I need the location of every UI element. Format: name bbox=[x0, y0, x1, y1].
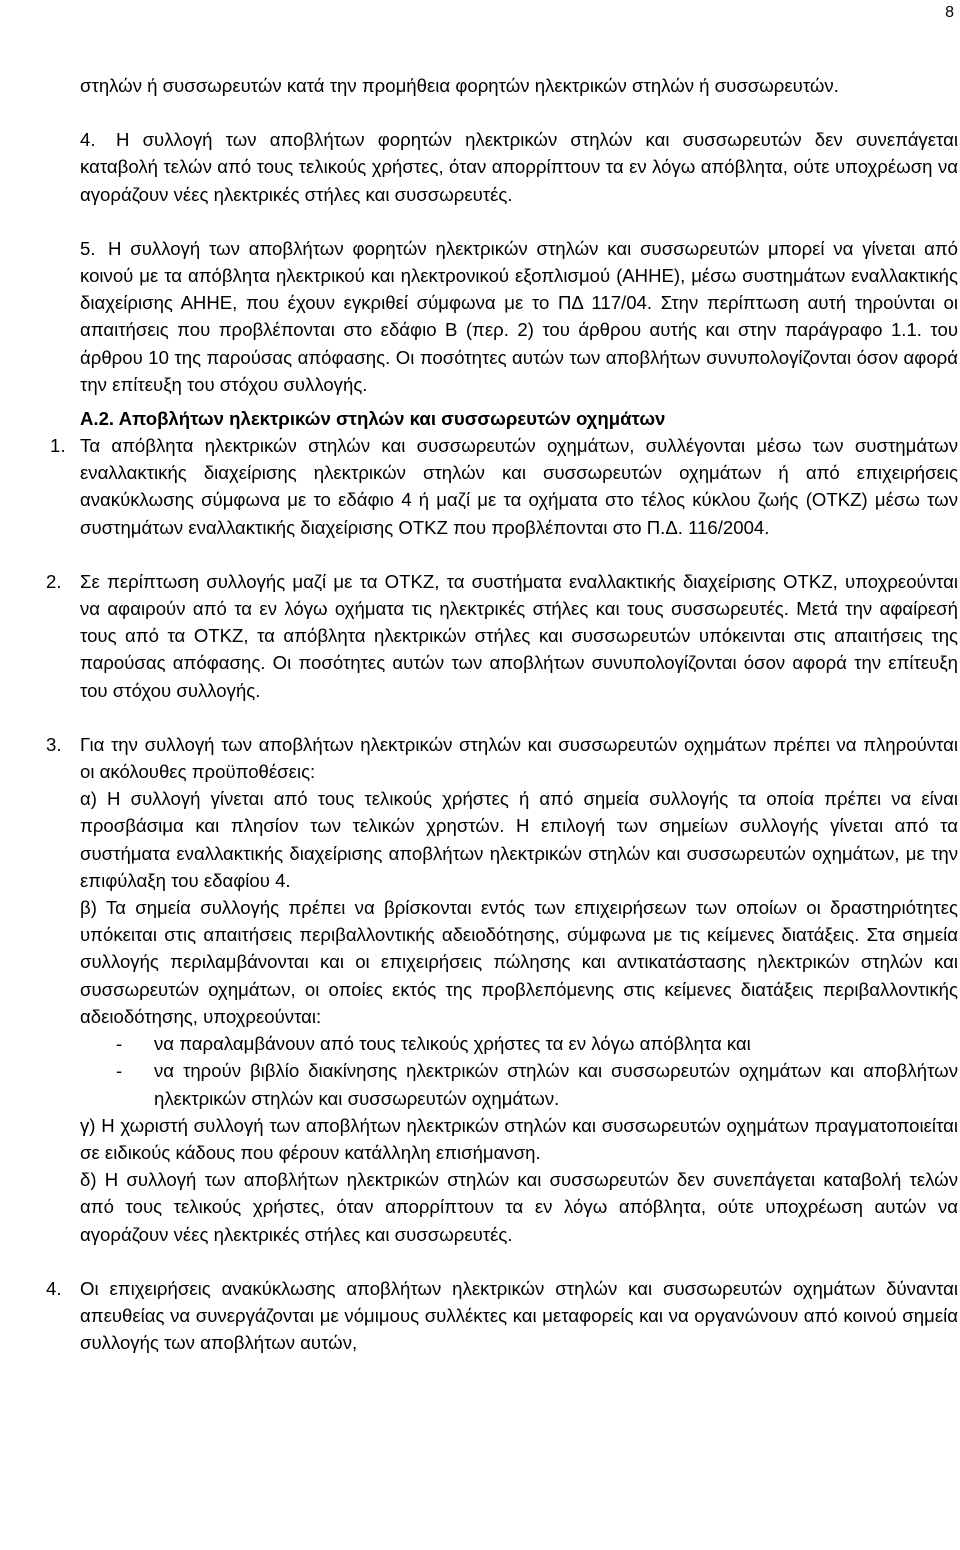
paragraph-4 bbox=[80, 126, 958, 208]
a2-item-4: 4. Οι επιχειρήσεις ανακύκλωσης αποβλήτων ηλεκτρικών στηλών και συσσωρευτών οχημάτων δύνανται απευθείας να συνεργάζονται με νόμιμους συλλέκτες και μεταφορείς και να οργανώνουν από κοινού σημεία συλλογής των αποβλήτων αυτών, bbox=[46, 1277, 958, 1354]
subitem-d: δ) Η συλλογή των αποβλήτων ηλεκτρικών στηλών και συσσωρευτών δεν συνεπάγεται καταβολή τελών από τους τελικούς χρήστες, όταν απορρίπτουν τα εν λόγω απόβλητα, ούτε υποχρέωση αυτών να αγοράζουν νέες ηλεκτρικές στήλες και συσσωρευτές. bbox=[80, 1169, 958, 1245]
paragraph-5 bbox=[80, 235, 958, 398]
item-text: Οι επιχειρήσεις ανακύκλωσης αποβλήτων ηλεκτρικών στηλών και συσσωρευτών οχημάτων δύνανται απευθείας να συνεργάζονται με νόμιμους συλλέκτες και μεταφορείς και να οργανώνουν από κοινού σημεία συλλογής των αποβλήτων αυτών, bbox=[80, 1277, 958, 1354]
dash-text: να παραλαμβάνουν από τους τελικούς χρήστες τα εν λόγω απόβλητα και bbox=[154, 1033, 751, 1055]
item-text: Η συλλογή των αποβλήτων φορητών ηλεκτρικών στηλών και συσσωρευτών μπορεί να γίνεται από κοινού με τα απόβλητα ηλεκτρικού και ηλεκτρονικού εξοπλισμού (ΑΗΗΕ), μέσω συστημάτων εναλλακτικής διαχείρισης ΑΗΗΕ, που έχουν εγκριθεί σύμφωνα με το ΠΔ 117/04. Στην περίπτωση αυτή τηρούνται οι απαιτήσεις που προβλέπονται στο εδάφιο Β (περ. 2) του άρθρου αυτής και στην παράγραφο 1.1. του άρθρου 10 της παρούσας απόφασης. Οι ποσότητες αυτών των αποβλήτων συνυπολογίζονται όσον αφορά την επίτευξη του στόχου συλλογής. bbox=[80, 237, 958, 395]
subitem-c: γ) Η χωριστή συλλογή των αποβλήτων ηλεκτρικών στηλών και συσσωρευτών οχημάτων πραγματοποιείται σε ειδικούς κάδους που φέρουν κατάλληλη επισήμανση. bbox=[80, 1114, 958, 1163]
dash-text: να τηρούν βιβλίο διακίνησης ηλεκτρικών στηλών και συσσωρευτών οχημάτων και αποβλήτων ηλεκτρικών στηλών και συσσωρευτών οχημάτων. bbox=[154, 1060, 958, 1109]
a2-item-1: 1. Τα απόβλητα ηλεκτρικών στηλών και συσσωρευτών οχημάτων, συλλέγονται μέσω των συστημάτων εναλλακτικής διαχείρισης ηλεκτρικών στηλών και συσσωρευτών οχημάτων ή από επιχειρήσεις ανακύκλωσης σύμφωνα με το εδάφιο 4 ή μαζί με τα οχήματα στο τέλος κύκλου ζωής (ΟΤΚΖ) μέσω των συστημάτων εναλλακτικής διαχείρισης ΟΤΚΖ που προβλέπονται στο Π.Δ. 116/2004. bbox=[50, 435, 958, 538]
item-text: Σε περίπτωση συλλογής μαζί με τα ΟΤΚΖ, τα συστήματα εναλλακτικής διαχείρισης ΟΤΚΖ, υποχρεούνται να αφαιρούν από τα εν λόγω οχήματα τις ηλεκτρικές στήλες και τους συσσωρευτές. Μετά την αφαίρεσή τους από τα ΟΤΚΖ, τα απόβλητα ηλεκτρικών στήλες και συσσωρευτών υπόκεινται στις απαιτήσεις της παρούσας απόφασης. Οι ποσότητες αυτών των αποβλήτων συνυπολογίζονται όσον αφορά την επίτευξη του στόχου συλλογής. bbox=[80, 570, 958, 701]
dash-item-1 bbox=[80, 1030, 958, 1057]
a2-item-2: 2. Σε περίπτωση συλλογής μαζί με τα ΟΤΚΖ, τα συστήματα εναλλακτικής διαχείρισης ΟΤΚΖ, υποχρεούνται να αφαιρούν από τα εν λόγω οχήματα τις ηλεκτρικές στήλες και τους συσσωρευτές. Μετά την αφαίρεσή τους από τα ΟΤΚΖ, τα απόβλητα ηλεκτρικών στήλες και συσσωρευτών υπόκεινται στις απαιτήσεις της παρούσας απόφασης. Οι ποσότητες αυτών των αποβλήτων συνυπολογίζονται όσον αφορά την επίτευξη του στόχου συλλογής. bbox=[46, 570, 958, 701]
page-number: 8 bbox=[945, 4, 954, 21]
item-number: 4. bbox=[80, 129, 96, 151]
a2-item-3-intro: 3. Για την συλλογή των αποβλήτων ηλεκτρικών στηλών και συσσωρευτών οχημάτων πρέπει να πληρούνται οι ακόλουθες προϋποθέσεις: bbox=[46, 733, 958, 783]
item-text: Η συλλογή των αποβλήτων φορητών ηλεκτρικών στηλών και συσσωρευτών δεν συνεπάγεται καταβολή τελών από τους τελικούς χρήστες, όταν απορρίπτουν τα εν λόγω απόβλητα, ούτε υποχρέωση να αγοράζουν νέες ηλεκτρικές στήλες και συσσωρευτές. bbox=[80, 129, 958, 205]
dash-bullet: - bbox=[116, 1060, 123, 1082]
subitem-b: β) Τα σημεία συλλογής πρέπει να βρίσκονται εντός των επιχειρήσεων των οποίων οι δραστηριότητες υπόκειται στις απαιτήσεις περιβαλλοντικής αδειοδότησης, σύμφωνα με τις κείμενες διατάξεις. Στα σημεία συλλογής περιλαμβάνονται και οι επιχειρήσεις πώλησης και αντικατάστασης ηλεκτρικών στηλών και συσσωρευτών οχημάτων, οι οποίες εκτός της προβλεπόμενης στις κείμενες διατάξεις περιβαλλοντικής αδειοδότησης, υποχρεούνται: bbox=[80, 897, 958, 1027]
item-text: Τα απόβλητα ηλεκτρικών στηλών και συσσωρευτών οχημάτων, συλλέγονται μέσω των συστημάτων εναλλακτικής διαχείρισης ηλεκτρικών στηλών και συσσωρευτών οχημάτων ή από επιχειρήσεις ανακύκλωσης σύμφωνα με το εδάφιο 4 ή μαζί με τα οχήματα στο τέλος κύκλου ζωής (ΟΤΚΖ) μέσω των συστημάτων εναλλακτικής διαχείρισης ΟΤΚΖ που προβλέπονται στο Π.Δ. 116/2004. bbox=[80, 435, 958, 538]
subitem-a: α) Η συλλογή γίνεται από τους τελικούς χρήστες ή από σημεία συλλογής τα οποία πρέπει να είναι προσβάσιμα και πλησίον των τελικών χρηστών. Η επιλογή των σημείων συλλογής γίνεται από τα συστήματα εναλλακτικής διαχείρισης αποβλήτων ηλεκτρικών στηλών και συσσωρευτών οχημάτων, με την επιφύλαξη του εδαφίου 4. bbox=[80, 788, 958, 891]
intro-paragraph: στηλών ή συσσωρευτών κατά την προμήθεια φορητών ηλεκτρικών στηλών ή συσσωρευτών. bbox=[80, 75, 839, 96]
section-heading: Α.2. Αποβλήτων ηλεκτρικών στηλών και συσσωρευτών οχημάτων bbox=[80, 408, 666, 430]
item-text: Για την συλλογή των αποβλήτων ηλεκτρικών στηλών και συσσωρευτών οχημάτων πρέπει να πληρούνται οι ακόλουθες προϋποθέσεις: bbox=[80, 733, 958, 783]
dash-item-2 bbox=[80, 1057, 958, 1111]
item-number: 5. bbox=[80, 237, 96, 259]
document-body bbox=[46, 72, 958, 1356]
dash-bullet: - bbox=[116, 1033, 123, 1055]
